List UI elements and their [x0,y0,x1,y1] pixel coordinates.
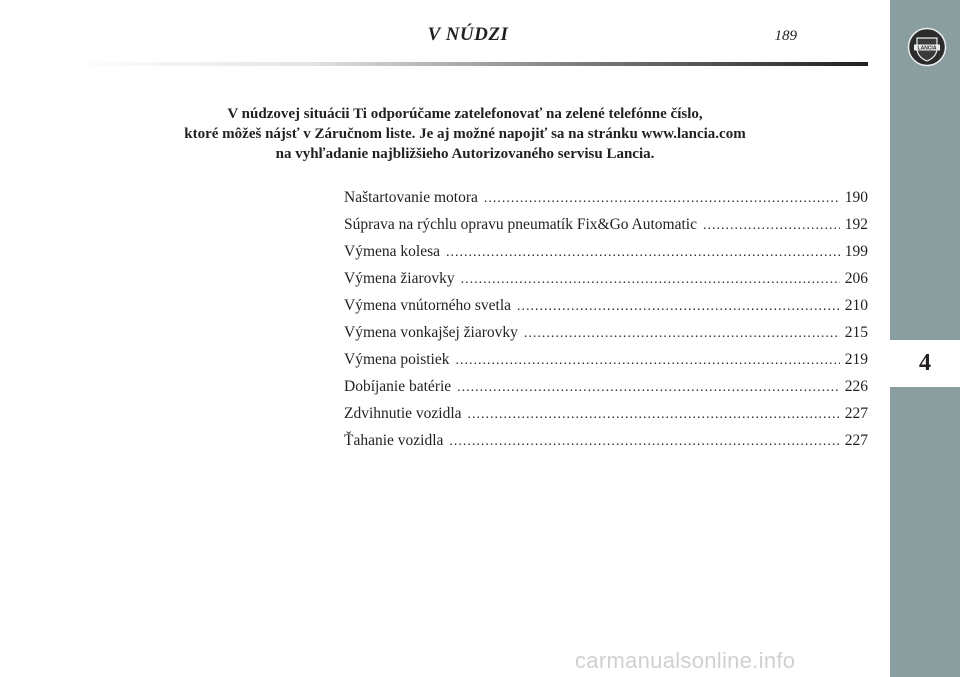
toc-entry-page: 227 [844,432,868,449]
header-divider [68,62,868,66]
toc-entry-tyre-repair-kit[interactable] [344,216,868,243]
chapter-number-tab[interactable]: 4 [890,340,960,387]
intro-line: ktoré môžeš nájsť v Záručnom liste. Je aj možné napojiť sa na stránku www.lancia.com [184,126,746,142]
toc-entry-page: 192 [844,216,868,233]
toc-entry-towing-vehicle[interactable] [344,432,868,459]
intro-line: na vyhľadanie najbližšieho Autorizovaného servisu Lancia. [275,146,655,162]
chapter-sidebar [890,0,960,677]
toc-leader-dots [703,218,840,234]
toc-entry-page: 219 [844,351,868,368]
toc-entry-label: Výmena vnútorného svetla [344,297,512,314]
page-number: 189 [774,28,797,44]
toc-leader-dots [455,353,840,369]
toc-entry-label: Zdvihnutie vozidla [344,405,462,422]
watermark-text: carmanualsonline.info [575,648,796,673]
toc-entry-fuses[interactable] [344,351,868,378]
toc-entry-battery-charging[interactable] [344,378,868,405]
toc-entry-label: Dobíjanie batérie [344,378,452,395]
toc-entry-label: Výmena kolesa [344,243,440,260]
intro-line: V núdzovej situácii Ti odporúčame zatelefonovať na zelené telefónne číslo, [227,106,703,122]
toc-leader-dots [446,245,840,261]
table-of-contents [344,189,868,459]
intro-paragraph [100,104,830,164]
page-title: V NÚDZI [427,24,509,45]
toc-leader-dots [517,299,840,315]
toc-entry-lifting-vehicle[interactable] [344,405,868,432]
toc-entry-label: Výmena vonkajšej žiarovky [344,324,518,341]
toc-leader-dots [449,434,840,450]
toc-entry-label: Ťahanie vozidla [344,432,444,449]
toc-leader-dots [524,326,840,342]
toc-entry-page: 199 [844,243,868,260]
toc-entry-page: 227 [844,405,868,422]
toc-entry-label: Výmena žiarovky [344,270,455,287]
toc-entry-bulb-change[interactable] [344,270,868,297]
toc-entry-page: 190 [844,189,868,206]
toc-leader-dots [457,380,840,396]
toc-entry-page: 215 [844,324,868,341]
toc-entry-label: Súprava na rýchlu opravu pneumatík Fix&Go Automatic [344,216,697,233]
toc-entry-starting-engine[interactable] [344,189,868,216]
toc-leader-dots [484,191,840,207]
toc-leader-dots [461,272,840,288]
toc-leader-dots [468,407,840,423]
toc-entry-wheel-change[interactable] [344,243,868,270]
toc-entry-label: Výmena poistiek [344,351,450,368]
toc-entry-page: 226 [844,378,868,395]
toc-entry-label: Naštartovanie motora [344,189,478,206]
toc-entry-page: 206 [844,270,868,287]
toc-entry-exterior-bulb[interactable] [344,324,868,351]
svg-text:LANCIA: LANCIA [917,45,937,52]
toc-entry-page: 210 [844,297,868,314]
lancia-shield-logo-icon [907,27,947,67]
toc-entry-interior-light[interactable] [344,297,868,324]
